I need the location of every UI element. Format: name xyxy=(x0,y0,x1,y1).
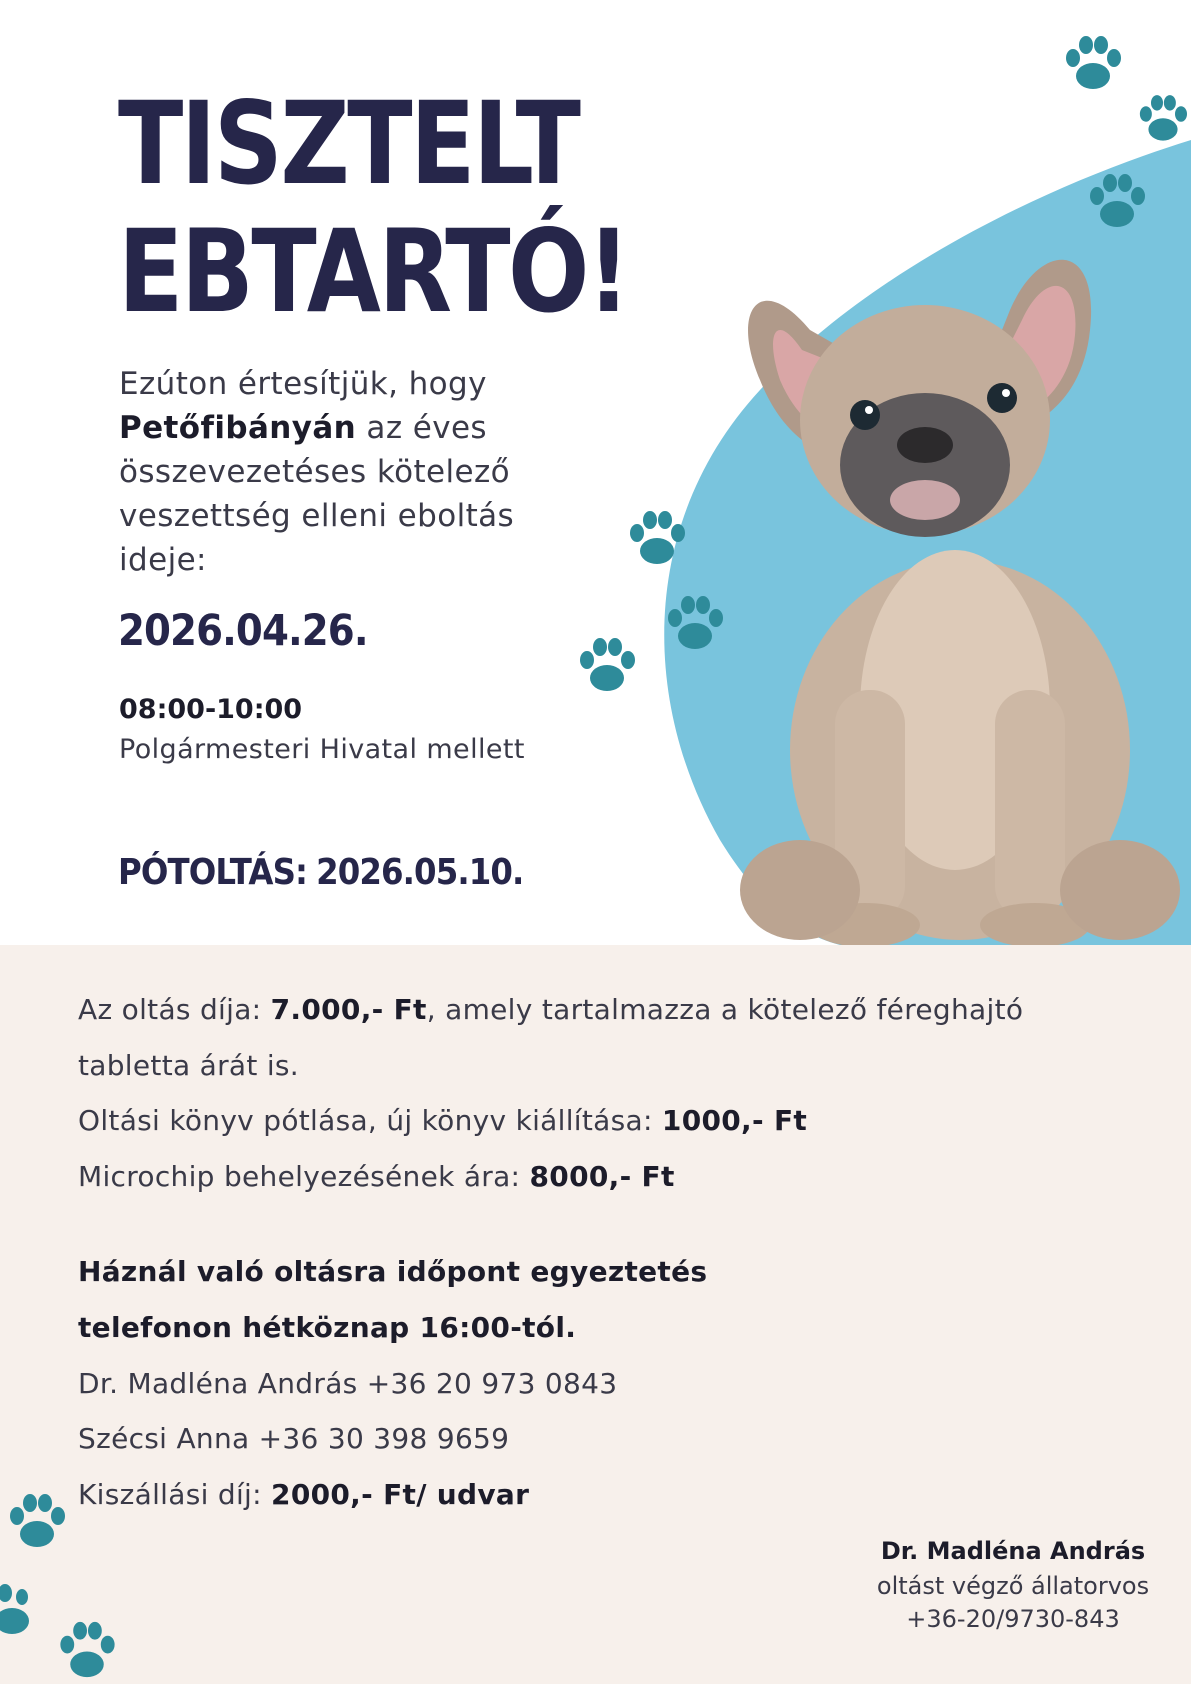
contact-1: Dr. Madléna András +36 20 973 0843 xyxy=(78,1367,618,1400)
book-fee-price: 1000,- Ft xyxy=(661,1104,808,1137)
french-bulldog-image xyxy=(740,250,1191,945)
vaccine-fee-label: Az oltás díja: xyxy=(78,993,262,1026)
vaccine-fee-price: 7.000,- Ft xyxy=(270,993,427,1026)
paw-print-icon xyxy=(2,1488,72,1558)
chip-fee-line xyxy=(78,1160,675,1193)
home-visit-heading-2: telefonon hétköznap 16:00-tól. xyxy=(78,1311,577,1344)
delivery-fee-line xyxy=(78,1478,529,1511)
paw-print-icon xyxy=(1082,168,1152,238)
chip-fee-price: 8000,- Ft xyxy=(529,1160,675,1193)
intro-part-1: Ezúton értesítjük, hogy xyxy=(119,366,487,402)
paw-print-icon xyxy=(52,1615,122,1684)
delivery-fee-price: 2000,- Ft/ udvar xyxy=(271,1478,530,1511)
vaccine-fee-suffix: , amely tartalmazza a kötelező féreghajtó xyxy=(426,993,1024,1026)
makeup-date-value: 2026.05.10. xyxy=(316,852,524,893)
makeup-label: PÓTOLTÁS: xyxy=(118,852,308,893)
home-visit-heading-1: Háznál való oltásra időpont egyeztetés xyxy=(78,1255,708,1288)
paw-print-icon xyxy=(622,505,692,575)
page-title xyxy=(118,77,629,338)
signature-name: Dr. Madléna András xyxy=(880,1537,1146,1565)
paw-print-icon xyxy=(1133,85,1191,155)
event-place: Polgármesteri Hivatal mellett xyxy=(119,734,525,765)
book-fee-line xyxy=(78,1104,807,1137)
event-date: 2026.04.26. xyxy=(118,606,368,656)
makeup-date xyxy=(118,852,532,893)
paw-print-icon xyxy=(572,632,642,702)
intro-location: Petőfibányán xyxy=(119,410,357,446)
intro-part-2: az éves összevezetéses kötelező veszettség elleni eboltás ideje: xyxy=(119,410,515,578)
signature-role: oltást végző állatorvos xyxy=(876,1572,1150,1600)
event-time: 08:00-10:00 xyxy=(119,694,303,725)
book-fee-label: Oltási könyv pótlása, új könyv kiállítása: xyxy=(78,1104,653,1137)
intro-text xyxy=(119,362,599,582)
delivery-fee-label: Kiszállási díj: xyxy=(78,1478,262,1511)
vaccine-fee-line-2: tabletta árát is. xyxy=(78,1049,300,1082)
vaccine-fee-line xyxy=(78,993,1023,1026)
chip-fee-label: Microchip behelyezésének ára: xyxy=(78,1160,521,1193)
paw-print-icon xyxy=(660,590,730,660)
contact-2: Szécsi Anna +36 30 398 9659 xyxy=(78,1422,510,1455)
title-line-2: EBTARTÓ! xyxy=(118,205,629,338)
paw-print-icon xyxy=(0,1575,40,1645)
signature-phone: +36-20/9730-843 xyxy=(906,1605,1120,1633)
paw-print-icon xyxy=(1058,30,1128,100)
title-line-1: TISZTELT xyxy=(118,77,579,210)
